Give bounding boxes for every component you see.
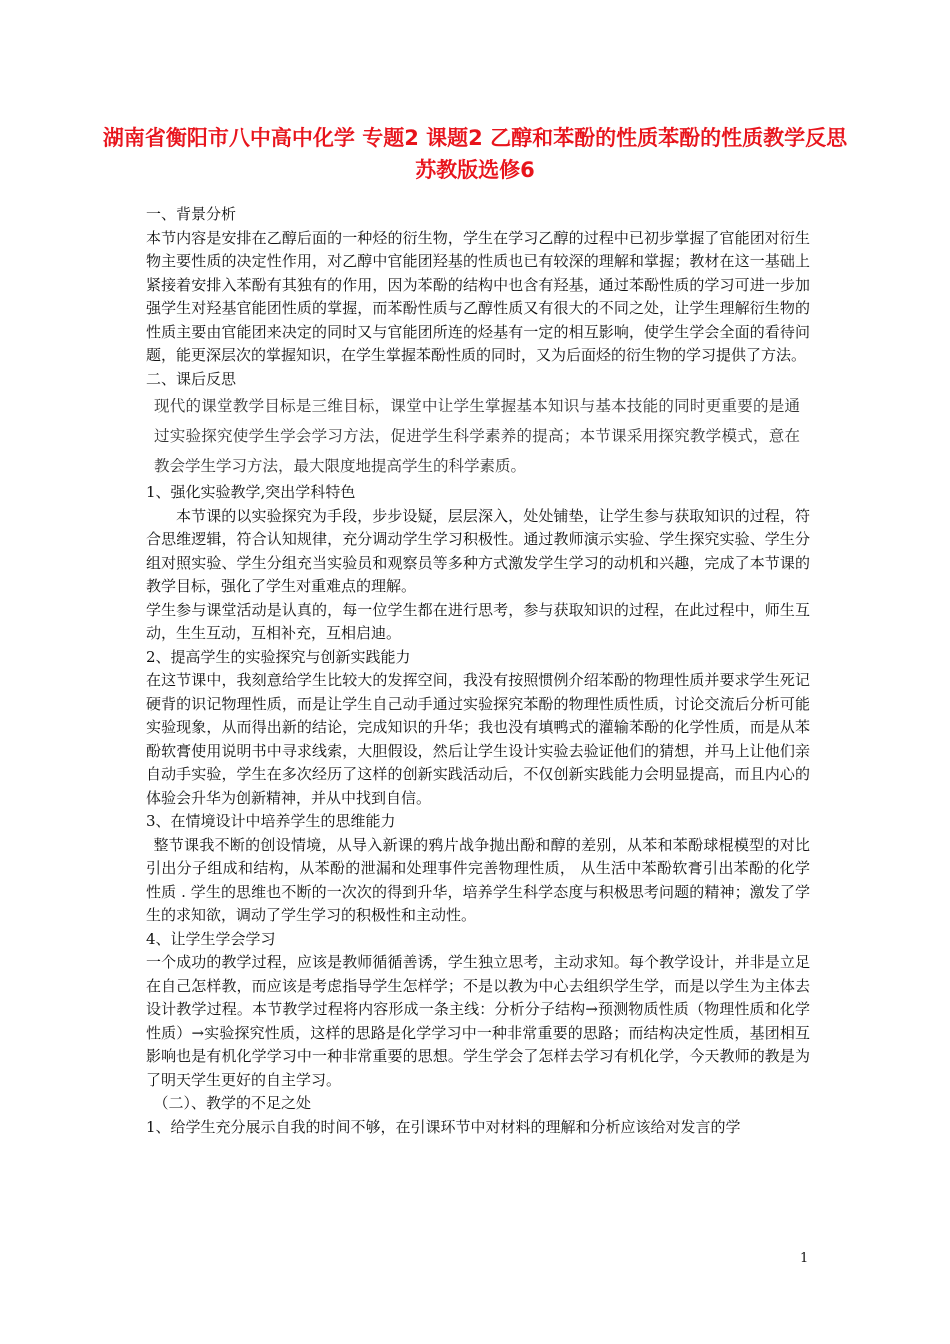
document-body [146, 203, 810, 1139]
paragraph-learn-to-learn: 一个成功的教学过程，应该是教师循循善诱，学生独立思考，主动求知。每个教学设计，并非是立足在自己怎样教，而应该是考虑指导学生怎样学；不是以教为中心去组织学生学，而是以学生为主体去设计教学过程。本节教学过程将内容形成一条主线：分析分子结构→预测物质性质（物理性质和化学性质）→实验探究性质，这样的思路是化学学习中一种非常重要的思路；而结构决定性质，基团相互影响也是有机化学学习中一种非常重要的思想。学生学会了怎样去学习有机化学，今天教师的教是为了明天学生更好的自主学习。 [146, 953, 810, 1089]
paragraph-shortcomings: 1、给学生充分展示自我的时间不够，在引课环节中对材料的理解和分析应该给对发言的学 [146, 1117, 741, 1136]
paragraph-student-participation: 学生参与课堂活动是认真的，每一位学生都在进行思考，参与获取知识的过程，在此过程中，师生互动，生生互动，互相补充，互相启迪。 [146, 600, 810, 642]
subheading-experiment-teaching: 1、强化实验教学,突出学科特色 [146, 483, 356, 501]
subheading-innovation: 2、提高学生的实验探究与创新实践能力 [146, 647, 411, 666]
paragraph-background: 本节内容是安排在乙醇后面的一种烃的衍生物，学生在学习乙醇的过程中已初步掌握了官能团对衍生物主要性质的决定性作用，对乙醇中官能团羟基的性质也已有较深的理解和掌握；教材在这一基础上紧接着安排入苯酚有其独有的作用，因为苯酚的结构中也含有羟基，通过苯酚性质的学习可进一步加强学生对羟基官能团性质的掌握，而苯酚性质与乙醇性质又有很大的不同之处，让学生理解衍生物的性质主要由官能团来决定的同时又与官能团所连的烃基有一定的相互影响，使学生学会全面的看待问题，能更深层次的掌握知识，在学生掌握苯酚性质的同时，又为后面烃的衍生物的学习提供了方法。 [146, 228, 810, 364]
subheading-learn-to-learn: 4、让学生学会学习 [146, 929, 276, 948]
section-heading-reflection: 二、课后反思 [146, 369, 237, 388]
page-number: 1 [800, 1251, 809, 1266]
scanned-paragraph-goals: 现代的课堂教学目标是三维目标，课堂中让学生掌握基本知识与基本技能的同时更重要的是通过实验探究使学生学会学习方法，促进学生科学素养的提高；本节课采用探究教学模式，意在教会学生学习方法，最大限度地提高学生的科学素质。 [154, 397, 800, 475]
subheading-thinking-ability: 3、在情境设计中培养学生的思维能力 [146, 812, 396, 830]
document-title: 湖南省衡阳市八中高中化学 专题2 课题2 乙醇和苯酚的性质苯酚的性质教学反思 苏教版选修6 [102, 126, 848, 182]
paragraph-innovation: 在这节课中，我刻意给学生比较大的发挥空间，我没有按照惯例介绍苯酚的物理性质并要求学生死记硬背的识记物理性质，而是让学生自己动手通过实验探究苯酚的物理性质性质，讨论交流后分析可能实验现象，从而得出新的结论，完成知识的升华；我也没有填鸭式的灌输苯酚的化学性质，而是从苯酚软膏使用说明书中寻求线索，大胆假设，然后让学生设计实验去验证他们的猜想，并马上让他们亲自动手实验，学生在多次经历了这样的创新实践活动后，不仅创新实践能力会明显提高，而且内心的体验会升华为创新精神，并从中找到自信。 [146, 671, 810, 807]
paragraph-thinking-ability: 整节课我不断的创设情境，从导入新课的鸦片战争抛出酚和醇的差别，从苯和苯酚球棍模型的对比引出分子组成和结构，从苯酚的泄漏和处理事件完善物理性质， 从生活中苯酚软膏引出苯酚的化学性质 . 学生的思维也不断的一次次的得到升华，培养学生科学态度与积极思考问题的精神；激发了学生的求知欲，调动了学生学习的积极性和主动性。 [146, 835, 810, 924]
section-heading-background: 一、背景分析 [146, 205, 237, 223]
section-heading-shortcomings: （二）、教学的不足之处 [153, 1094, 312, 1112]
paragraph-experiment-teaching: 本节课的以实验探究为手段，步步设疑，层层深入，处处铺垫，让学生参与获取知识的过程，符合思维逻辑，符合认知规律，充分调动学生学习积极性。通过教师演示实验、学生探究实验、学生分组对照实验、学生分组充当实验员和观察员等多种方式激发学生学习的动机和兴趣，完成了本节课的教学目标，强化了学生对重难点的理解。 [146, 506, 810, 595]
